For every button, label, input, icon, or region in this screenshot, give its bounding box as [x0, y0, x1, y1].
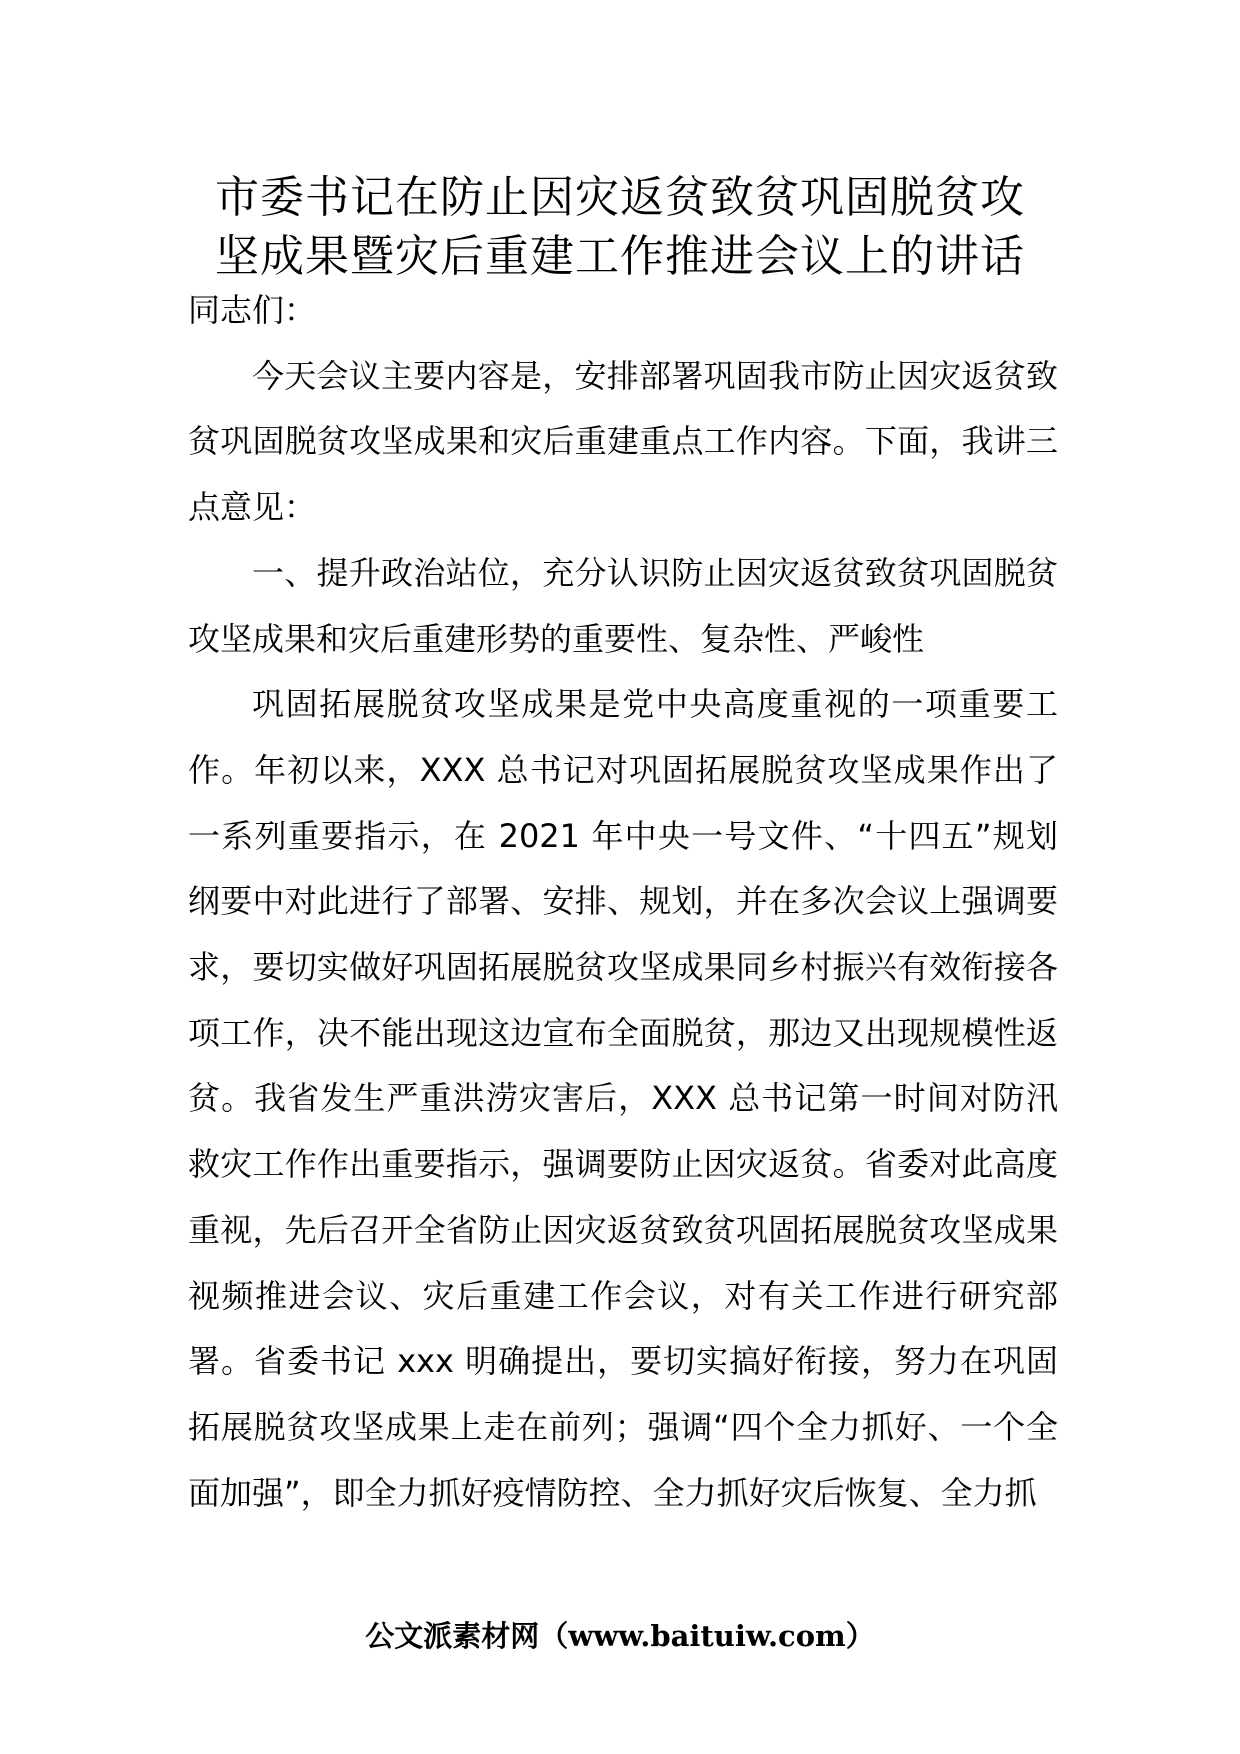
document-body	[188, 278, 1058, 1526]
title-line-1: 市委书记在防止因灾返贫致贫巩固脱贫攻	[215, 172, 1025, 223]
greeting: 同志们：	[188, 291, 317, 329]
paragraph-body: 巩固拓展脱贫攻坚成果是党中央高度重视的一项重要工作。年初以来，XXX 总书记对巩固拓展脱贫攻坚成果作出了一系列重要指示，在 2021 年中央一号文件、“十四五”规划纲要中对此进行了部署、安排、规划，并在多次会议上强调要求，要切实做好巩固拓展脱贫攻坚成果同乡村振兴有效衔接各项工作，决不能出现这边宣布全面脱贫，那边又出现规模性返贫。我省发生严重洪涝灾害后，XXX 总书记第一时间对防汛救灾工作作出重要指示，强调要防止因灾返贫。省委对此高度重视，先后召开全省防止因灾返贫致贫巩固拓展脱贫攻坚成果视频推进会议、灾后重建工作会议，对有关工作进行研究部署。省委书记 xxx 明确提出，要切实搞好衔接，努力在巩固拓展脱贫攻坚成果上走在前列；强调“四个全力抓好、一个全面加强”，即全力抓好疫情防控、全力抓好灾后恢复、全力抓	[188, 685, 1058, 1512]
document-title	[150, 168, 1090, 286]
title-line-2: 坚成果暨灾后重建工作推进会议上的讲话	[215, 231, 1025, 282]
footer-watermark: 公文派素材网（www.baituiw.com）	[365, 1619, 875, 1653]
section-heading-1: 一、提升政治站位，充分认识防止因灾返贫致贫巩固脱贫攻坚成果和灾后重建形势的重要性、复杂性、严峻性	[188, 553, 1058, 658]
paragraph-intro: 今天会议主要内容是，安排部署巩固我市防止因灾返贫致贫巩固脱贫攻坚成果和灾后重建重点工作内容。下面，我讲三点意见：	[188, 356, 1058, 527]
